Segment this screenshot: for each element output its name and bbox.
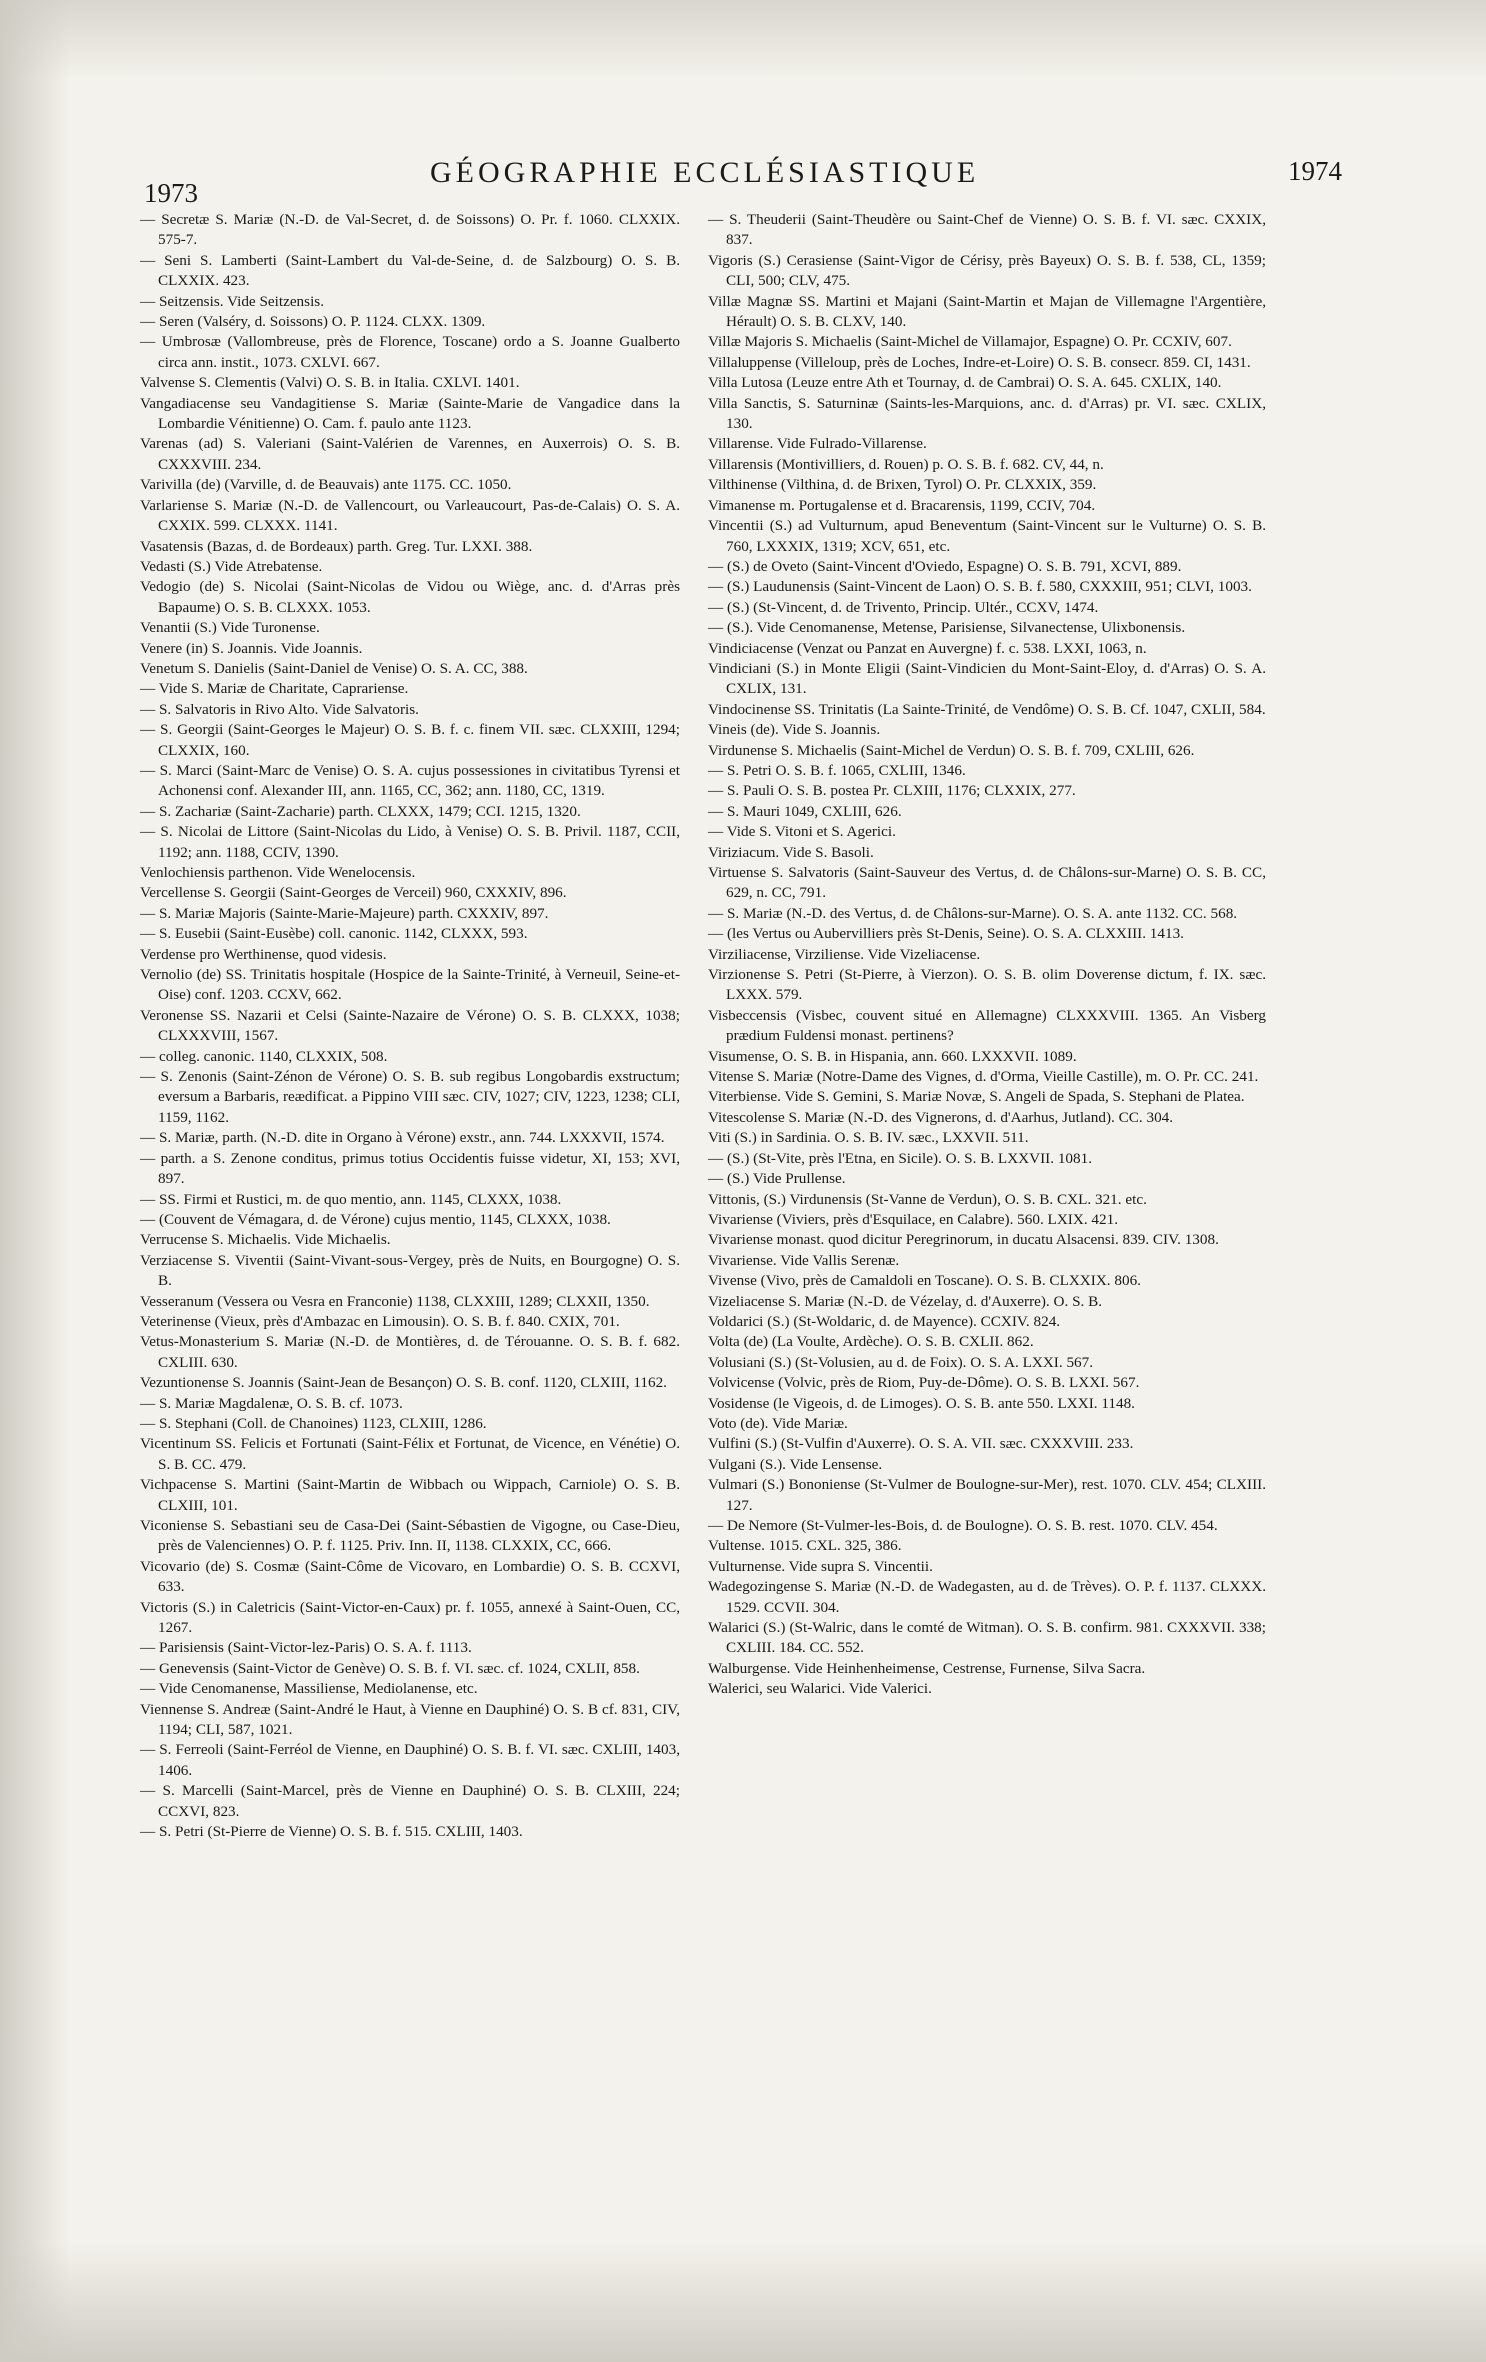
index-entry: Vilthinense (Vilthina, d. de Brixen, Tyrol) O. Pr. CLXXIX, 359. (708, 476, 1097, 494)
index-entry: Volusiani (S.) (St-Volusien, au d. de Foix). O. S. A. LXXI. 567. (708, 1353, 1094, 1371)
index-entry: Villæ Majoris S. Michaelis (Saint-Michel de Villamajor, Espagne) O. Pr. CCXIV, 607. (708, 333, 1232, 351)
index-entry: Vangadiacense seu Vandagitiense S. Mariæ (Sainte-Marie de Vangadice dans la Lombardie Vénitienne) O. Cam. f. paulo ante 1123. (140, 394, 680, 433)
index-entry: Viriziacum. Vide S. Basoli. (708, 843, 874, 861)
index-entry: — Umbrosæ (Vallombreuse, près de Florence, Toscane) ordo a S. Joanne Gualberto circa ann. instit., 1073. CXLVI. 667. (140, 333, 680, 371)
index-entry: Venlochiensis parthenon. Vide Wenelocensis. (140, 864, 416, 881)
index-entry: — S. Mariæ Majoris (Sainte-Marie-Majeure) parth. CXXXIV, 897. (140, 904, 549, 922)
index-entry: Vigoris (S.) Cerasiense (Saint-Vigor de Cérisy, près Bayeux) O. S. B. f. 538, CL, 1359; CLI, 500; CLV, 475. (708, 251, 1266, 290)
index-entry: Voldarici (S.) (St-Woldaric, d. de Mayence). CCXIV. 824. (708, 1312, 1061, 1330)
index-entry: — S. Eusebii (Saint-Eusèbe) coll. canonic. 1142, CLXXX, 593. (140, 925, 528, 943)
index-entry: — SS. Firmi et Rustici, m. de quo mentio, ann. 1145, CLXXX, 1038. (140, 1190, 562, 1208)
index-entry: Vedasti (S.) Vide Atrebatense. (140, 557, 323, 575)
index-entry: Verrucense S. Michaelis. Vide Michaelis. (140, 1231, 391, 1249)
index-entry: — (S.) Vide Prullense. (708, 1170, 846, 1188)
index-entry: Vulfini (S.) (St-Vulfin d'Auxerre). O. S. A. VII. sæc. CXXXVIII. 233. (708, 1435, 1134, 1453)
index-entry: Vitense S. Mariæ (Notre-Dame des Vignes, d. d'Orma, Vieille Castille), m. O. Pr. CC. 241. (708, 1068, 1259, 1086)
index-entry: — S. Georgii (Saint-Georges le Majeur) O. S. B. f. c. finem VII. sæc. CLXXIII, 1294; CLXXIX, 160. (140, 721, 680, 759)
index-entry: Varenas (ad) S. Valeriani (Saint-Valérien de Varennes, en Auxerrois) O. S. B. CXXXVIII. 234. (140, 435, 680, 473)
index-entry: Vincentii (S.) ad Vulturnum, apud Beneventum (Saint-Vincent sur le Vulturne) O. S. B. 760, LXXXIX, 1319; XCV, 651, etc. (708, 517, 1266, 555)
index-entry: Volta (de) (La Voulte, Ardèche). O. S. B. CXLII. 862. (708, 1333, 1034, 1351)
index-entry: Villarensis (Montivilliers, d. Rouen) p. O. S. B. f. 682. CV, 44, n. (708, 455, 1104, 473)
index-entry: Visbeccensis (Visbec, couvent situé en Allemagne) CLXXXVIII. 1365. An Visberg prædium Fuldensi monast. pertinens? (708, 1006, 1266, 1045)
index-entry: Virdunense S. Michaelis (Saint-Michel de Verdun) O. S. B. f. 709, CXLIII, 626. (708, 741, 1195, 759)
right-column (708, 210, 1266, 1700)
index-entry: — (S.) (St-Vite, près l'Etna, en Sicile). O. S. B. LXXVII. 1081. (708, 1149, 1092, 1167)
index-entry: — (Couvent de Vémagara, d. de Vérone) cujus mentio, 1145, CLXXX, 1038. (140, 1210, 611, 1228)
index-entry: — S. Mariæ Magdalenæ, O. S. B. cf. 1073. (140, 1394, 403, 1412)
index-entry: Venere (in) S. Joannis. Vide Joannis. (140, 639, 363, 657)
index-entry: — S. Mariæ (N.-D. des Vertus, d. de Châlons-sur-Marne). O. S. A. ante 1132. CC. 568. (708, 904, 1238, 922)
index-entry: — (S.) Laudunensis (Saint-Vincent de Laon) O. S. B. f. 580, CXXXIII, 951; CLVI, 1003. (708, 578, 1252, 596)
index-entry: Vicovario (de) S. Cosmæ (Saint-Côme de Vicovaro, en Lombardie) O. S. B. CCXVI, 633. (140, 1557, 680, 1596)
scan-shadow-left (0, 0, 70, 2362)
index-entry: Vindiciani (S.) in Monte Eligii (Saint-Vindicien du Mont-Saint-Eloy, d. d'Arras) O. S. A. CXLIX, 131. (708, 659, 1266, 698)
index-entry: Vindocinense SS. Trinitatis (La Sainte-Trinité, de Vendôme) O. S. B. Cf. 1047, CXLII, 584. (708, 700, 1266, 718)
index-entry: — Vide S. Vitoni et S. Agerici. (708, 823, 896, 841)
index-entry: Vezuntionense S. Joannis (Saint-Jean de Besançon) O. S. B. conf. 1120, CLXIII, 1162. (140, 1374, 667, 1392)
index-entry: Walburgense. Vide Heinhenheimense, Cestrense, Furnense, Silva Sacra. (708, 1659, 1146, 1677)
index-entry: — S. Nicolai de Littore (Saint-Nicolas du Lido, à Venise) O. S. B. Privil. 1187, CCII, 1192; ann. 1188, CCIV, 1390. (140, 823, 680, 861)
index-entry: Viconiense S. Sebastiani seu de Casa-Dei (Saint-Sébastien de Vigogne, ou Case-Dieu, près de Valenciennes) O. P. f. 1125. Priv. Inn. II, 1138. CLXXIX, CC, 666. (140, 1517, 680, 1555)
index-entry: Verziacense S. Viventii (Saint-Vivant-sous-Vergey, près de Nuits, en Bourgogne) O. S. B. (140, 1251, 680, 1290)
index-entry: — Parisiensis (Saint-Victor-lez-Paris) O. S. A. f. 1113. (140, 1639, 472, 1657)
index-entry: Vivariense (Viviers, près d'Esquilace, en Calabre). 560. LXIX. 421. (708, 1210, 1119, 1228)
index-entry: — Genevensis (Saint-Victor de Genève) O. S. B. f. VI. sæc. cf. 1024, CXLII, 858. (140, 1659, 640, 1677)
index-entry: Vulgani (S.). Vide Lensense. (708, 1455, 883, 1473)
index-entry: — parth. a S. Zenone conditus, primus totius Occidentis fuisse videtur, XI, 153; XVI, 897. (140, 1149, 680, 1188)
index-entry: Vultense. 1015. CXL. 325, 386. (708, 1537, 902, 1555)
index-entry: Vercellense S. Georgii (Saint-Georges de Verceil) 960, CXXXIV, 896. (140, 884, 567, 902)
index-entry: Vulturnense. Vide supra S. Vincentii. (708, 1557, 933, 1575)
index-entry: Villaluppense (Villeloup, près de Loches, Indre-et-Loire) O. S. B. consecr. 859. CI, 1431. (708, 353, 1251, 371)
index-entry: Virziliacense, Virziliense. Vide Vizeliacense. (708, 945, 981, 963)
index-entry: Villa Lutosa (Leuze entre Ath et Tournay, d. de Cambrai) O. S. A. 645. CXLIX, 140. (708, 374, 1222, 392)
index-entry: — S. Theuderii (Saint-Theudère ou Saint-Chef de Vienne) O. S. B. f. VI. sæc. CXXIX, 837. (708, 211, 1266, 249)
index-entry: Vitescolense S. Mariæ (N.-D. des Vignerons, d. d'Aarhus, Jutland). CC. 304. (708, 1108, 1174, 1126)
left-page-number: 1973 (144, 178, 198, 208)
index-entry: — S. Zachariæ (Saint-Zacharie) parth. CLXXX, 1479; CCI. 1215, 1320. (140, 802, 581, 820)
index-entry: — De Nemore (St-Vulmer-les-Bois, d. de Boulogne). O. S. B. rest. 1070. CLV. 454. (708, 1517, 1218, 1534)
index-entry: Venetum S. Danielis (Saint-Daniel de Venise) O. S. A. CC, 388. (140, 659, 528, 677)
scan-shadow-top (0, 0, 1486, 80)
index-entry: Vivense (Vivo, près de Camaldoli en Toscane). O. S. B. CLXXIX. 806. (708, 1272, 1141, 1290)
index-entry: Visumense, O. S. B. in Hispania, ann. 660. LXXXVII. 1089. (708, 1047, 1077, 1065)
index-entry: — S. Petri (St-Pierre de Vienne) O. S. B. f. 515. CXLIII, 1403. (140, 1823, 523, 1841)
index-entry: — S. Marcelli (Saint-Marcel, près de Vienne en Dauphiné) O. S. B. CLXIII, 224; CCXVI, 823. (140, 1782, 680, 1820)
index-entry: — Seitzensis. Vide Seitzensis. (140, 292, 324, 310)
index-entry: Vimanense m. Portugalense et d. Bracarensis, 1199, CCIV, 704. (708, 496, 1096, 514)
index-entry: Wadegozingense S. Mariæ (N.-D. de Wadegasten, au d. de Trèves). O. P. f. 1137. CLXXX. 1529. CCVII. 304. (708, 1578, 1266, 1616)
left-column (140, 210, 680, 1843)
index-entry: Vivariense. Vide Vallis Serenæ. (708, 1251, 900, 1269)
index-entry: — colleg. canonic. 1140, CLXXIX, 508. (140, 1047, 388, 1065)
index-entry: — S. Pauli O. S. B. postea Pr. CLXIII, 1176; CLXXIX, 277. (708, 782, 1076, 800)
index-entry: Vineis (de). Vide S. Joannis. (708, 721, 881, 739)
index-entry: — S. Salvatoris in Rivo Alto. Vide Salvatoris. (140, 700, 419, 718)
index-entry: Villa Sanctis, S. Saturninæ (Saints-les-Marquions, anc. d. d'Arras) pr. VI. sæc. CXLIX, 130. (708, 394, 1266, 433)
index-entry: Vichpacense S. Martini (Saint-Martin de Wibbach ou Wippach, Carniole) O. S. B. CLXIII, 101. (140, 1476, 680, 1514)
index-entry: Vernolio (de) SS. Trinitatis hospitale (Hospice de la Sainte-Trinité, à Verneuil, Seine-et-Oise) conf. 1203. CCXV, 662. (140, 966, 680, 1004)
index-entry: — (S.) (St-Vincent, d. de Trivento, Princip. Ultér., CCXV, 1474. (708, 598, 1099, 616)
index-entry: — S. Mauri 1049, CXLIII, 626. (708, 802, 902, 820)
index-entry: Vittonis, (S.) Virdunensis (St-Vanne de Verdun), O. S. B. CXL. 321. etc. (708, 1190, 1147, 1208)
index-entry: Voto (de). Vide Mariæ. (708, 1414, 848, 1432)
index-entry: — (S.) de Oveto (Saint-Vincent d'Oviedo, Espagne) O. S. B. 791, XCVI, 889. (708, 557, 1182, 575)
index-entry: — S. Stephani (Coll. de Chanoines) 1123, CLXIII, 1286. (140, 1414, 487, 1432)
index-entry: Volvicense (Volvic, près de Riom, Puy-de-Dôme). O. S. B. LXXI. 567. (708, 1374, 1140, 1392)
index-entry: Virtuense S. Salvatoris (Saint-Sauveur des Vertus, d. de Châlons-sur-Marne) O. S. B. CC, 629, n. CC, 791. (708, 864, 1266, 902)
index-entry: Veterinense (Vieux, près d'Ambazac en Limousin). O. S. B. f. 840. CXIX, 701. (140, 1312, 620, 1330)
index-entry: — S. Marci (Saint-Marc de Venise) O. S. A. cujus possessiones in civitatibus Tyrensi et Achonensi conf. Alexander III, ann. 1165, CC, 362; ann. 1180, CC, 1319. (140, 761, 680, 800)
page-header (140, 150, 1470, 208)
index-entry: Villæ Magnæ SS. Martini et Majani (Saint-Martin et Majan de Villemagne l'Argentière, Hérault) O. S. B. CLXV, 140. (708, 292, 1266, 331)
index-entry: Vasatensis (Bazas, d. de Bordeaux) parth. Greg. Tur. LXXI. 388. (140, 537, 533, 555)
index-entry: Vicentinum SS. Felicis et Fortunati (Saint-Félix et Fortunat, de Vicence, en Vénétie) O. S. B. CC. 479. (140, 1435, 680, 1473)
index-entry: — Vide Cenomanense, Massiliense, Mediolanense, etc. (140, 1680, 478, 1698)
index-entry: Venantii (S.) Vide Turonense. (140, 619, 320, 637)
index-entry: — Seni S. Lamberti (Saint-Lambert du Val-de-Seine, d. de Salzbourg) O. S. B. CLXXIX. 423. (140, 251, 680, 290)
index-entry: — S. Mariæ, parth. (N.-D. dite in Organo à Vérone) exstr., ann. 744. LXXXVII, 1574. (140, 1129, 665, 1147)
index-entry: Walerici, seu Walarici. Vide Valerici. (708, 1680, 932, 1698)
scan-shadow-bottom (0, 2242, 1486, 2362)
index-entry: Veronense SS. Nazarii et Celsi (Sainte-Nazaire de Vérone) O. S. B. CLXXX, 1038; CLXXXVIII, 1567. (140, 1006, 680, 1045)
index-entry: Vetus-Monasterium S. Mariæ (N.-D. de Montières, d. de Térouanne. O. S. B. f. 682. CXLIII. 630. (140, 1333, 680, 1371)
index-entry: Vindiciacense (Venzat ou Panzat en Auvergne) f. c. 538. LXXI, 1063, n. (708, 639, 1147, 657)
index-entry: Vizeliacense S. Mariæ (N.-D. de Vézelay, d. d'Auxerre). O. S. B. (708, 1292, 1103, 1310)
index-entry: — S. Petri O. S. B. f. 1065, CXLIII, 1346. (708, 761, 966, 779)
index-entry: — (S.). Vide Cenomanense, Metense, Parisiense, Silvanectense, Ulixbonensis. (708, 619, 1186, 637)
index-entry: — Secretæ S. Mariæ (N.-D. de Val-Secret, d. de Soissons) O. Pr. f. 1060. CLXXIX. 575-7. (140, 211, 680, 249)
index-entry: Vosidense (le Vigeois, d. de Limoges). O. S. B. ante 550. LXXI. 1148. (708, 1394, 1135, 1412)
index-entry: Verdense pro Werthinense, quod videsis. (140, 945, 387, 963)
index-entry: Varlariense S. Mariæ (N.-D. de Vallencourt, ou Varleaucourt, Pas-de-Calais) O. S. A. CXXIX. 599. CLXXX. 1141. (140, 496, 680, 535)
running-title: GÉOGRAPHIE ECCLÉSIASTIQUE (430, 156, 980, 189)
index-entry: Vesseranum (Vessera ou Vesra en Franconie) 1138, CLXXIII, 1289; CLXXII, 1350. (140, 1292, 650, 1310)
index-entry: — S. Ferreoli (Saint-Ferréol de Vienne, en Dauphiné) O. S. B. f. VI. sæc. CXLIII, 1403, 1406. (140, 1741, 680, 1779)
index-entry: Victoris (S.) in Caletricis (Saint-Victor-en-Caux) pr. f. 1055, annexé à Saint-Ouen, CC, 1267. (140, 1598, 680, 1637)
index-entry: Viti (S.) in Sardinia. O. S. B. IV. sæc., LXXVII. 511. (708, 1129, 1029, 1147)
index-entry: Vivariense monast. quod dicitur Peregrinorum, in ducatu Alsacensi. 839. CIV. 1308. (708, 1231, 1219, 1249)
index-entry: Viennense S. Andreæ (Saint-André le Haut, à Vienne en Dauphiné) O. S. B cf. 831, CIV, 1194; CLI, 587, 1021. (140, 1700, 680, 1739)
index-entry: — Seren (Valséry, d. Soissons) O. P. 1124. CLXX. 1309. (140, 313, 486, 331)
index-entry: Vulmari (S.) Bononiense (St-Vulmer de Boulogne-sur-Mer), rest. 1070. CLV. 454; CLXIII. 127. (708, 1476, 1266, 1514)
index-entry: — S. Zenonis (Saint-Zénon de Vérone) O. S. B. sub regibus Longobardis exstructum; eversum a Barbaris, reædificat. a Pippino VIII sæc. CIV, 1027; CIV, 1223, 1238; CLI, 1159, 1162. (140, 1068, 680, 1126)
index-entry: Vedogio (de) S. Nicolai (Saint-Nicolas de Vidou ou Wiège, anc. d. d'Arras près Bapaume) O. S. B. CLXXX. 1053. (140, 578, 680, 616)
index-entry: — Vide S. Mariæ de Charitate, Caprariense. (140, 680, 409, 698)
index-entry: Varivilla (de) (Varville, d. de Beauvais) ante 1175. CC. 1050. (140, 476, 512, 494)
index-entry: Valvense S. Clementis (Valvi) O. S. B. in Italia. CXLVI. 1401. (140, 374, 520, 392)
index-entry: Viterbiense. Vide S. Gemini, S. Mariæ Novæ, S. Angeli de Spada, S. Stephani de Platea. (708, 1088, 1245, 1106)
right-page-number: 1974 (1288, 156, 1342, 186)
index-entry: Walarici (S.) (St-Walric, dans le comté de Witman). O. S. B. confirm. 981. CXXXVII. 338; CXLIII. 184. CC. 552. (708, 1619, 1266, 1657)
index-entry: Virzionense S. Petri (St-Pierre, à Vierzon). O. S. B. olim Doverense dictum, f. IX. sæc. LXXX. 579. (708, 966, 1266, 1004)
index-entry: — (les Vertus ou Aubervilliers près St-Denis, Seine). O. S. A. CLXXIII. 1413. (708, 925, 1184, 943)
index-entry: Villarense. Vide Fulrado-Villarense. (708, 435, 927, 453)
